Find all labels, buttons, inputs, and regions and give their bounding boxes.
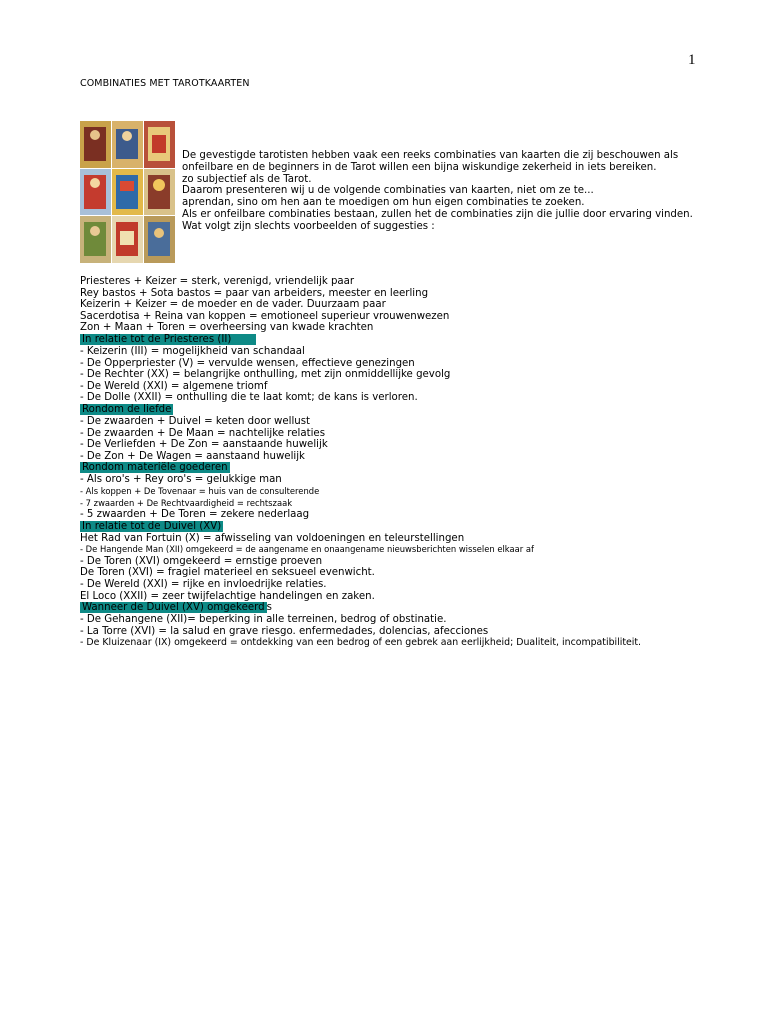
list-item: De Toren (XVI) = fragiel materieel en seksueel evenwicht. bbox=[80, 567, 375, 579]
heading-suffix: s bbox=[266, 602, 272, 614]
list-item: El Loco (XXII) = zeer twijfelachtige handelingen en zaken. bbox=[80, 590, 375, 602]
list-item: - Als oro's + Rey oro's = gelukkige man bbox=[80, 474, 282, 486]
section-heading-priesteres: In relatie tot de Priesteres (II) bbox=[80, 334, 256, 345]
list-item: - De Toren (XVI) omgekeerd = ernstige proeven bbox=[80, 555, 323, 567]
list-item: - De Gehangene (XII)= beperking in alle terreinen, bedrog of obstinatie. bbox=[80, 614, 447, 626]
list-item: - De Wereld (XXI) = rijke en invloedrijke relaties. bbox=[80, 579, 327, 591]
section-heading-omgekeerd: Wanneer de Duivel (XV) omgekeerd bbox=[82, 602, 265, 614]
document-title: COMBINATIES MET TAROTKAARTEN bbox=[80, 78, 250, 89]
list-item: - De Zon + De Wagen = aanstaand huwelijk bbox=[80, 450, 305, 462]
list-item: - De Kluizenaar (IX) omgekeerd = ontdekking van een bedrog of een gebrek aan eerlijkheid; Dualiteit, incompatibiliteit. bbox=[80, 637, 642, 649]
intro-line: Wat volgt zijn slechts voorbeelden of suggesties : bbox=[182, 220, 435, 232]
combinations-list bbox=[80, 276, 720, 649]
list-item-small: - Als koppen + De Tovenaar = huis van de consulterende bbox=[80, 485, 320, 496]
section-heading-materieel: Rondom materiële goederen bbox=[82, 462, 228, 474]
list-item: - De Rechter (XX) = belangrijke onthulling, met zijn onmiddellijke gevolg bbox=[80, 369, 451, 381]
section-heading-duivel: In relatie tot de Duivel (XV) bbox=[82, 520, 222, 532]
list-item: - De Verliefden + De Zon = aanstaande huwelijk bbox=[80, 439, 328, 451]
combination-line: Rey bastos + Sota bastos = paar van arbeiders, meester en leerling bbox=[80, 287, 429, 299]
intro-paragraph bbox=[182, 150, 742, 233]
list-item: - De Wereld (XXI) = algemene triomf bbox=[80, 380, 268, 392]
list-item: - De zwaarden + De Maan = nachtelijke relaties bbox=[80, 427, 325, 439]
list-item: - De Opperpriester (V) = vervulde wensen, effectieve genezingen bbox=[80, 357, 415, 369]
list-item-small: - De Hangende Man (XII) omgekeerd = de aangename en onaangename nieuwsberichten wisselen elkaar af bbox=[80, 544, 534, 555]
tarot-cards-image bbox=[80, 121, 175, 263]
combination-line: Keizerin + Keizer = de moeder en de vader. Duurzaam paar bbox=[80, 299, 386, 311]
list-item: - Keizerin (III) = mogelijkheid van schandaal bbox=[80, 345, 305, 357]
combination-line: Zon + Maan + Toren = overheersing van kwade krachten bbox=[80, 322, 374, 334]
list-item-small: - 7 zwaarden + De Rechtvaardigheid = rechtszaak bbox=[80, 497, 293, 508]
list-item: - La Torre (XVI) = la salud en grave riesgo. enfermedades, dolencias, afecciones bbox=[80, 625, 489, 637]
page-number: 1 bbox=[688, 52, 696, 68]
intro-line: onfeilbare en de beginners in de Tarot willen een bijna wiskundige zekerheid in iets bereiken. bbox=[182, 161, 657, 173]
list-item: - De zwaarden + Duivel = keten door wellust bbox=[80, 415, 311, 427]
combination-line: Sacerdotisa + Reina van koppen = emotioneel superieur vrouwenwezen bbox=[80, 310, 450, 322]
list-item: Het Rad van Fortuin (X) = afwisseling van voldoeningen en teleurstellingen bbox=[80, 532, 465, 544]
list-item: - 5 zwaarden + De Toren = zekere nederlaag bbox=[80, 509, 310, 521]
list-item: - De Dolle (XXII) = onthulling die te laat komt; de kans is verloren. bbox=[80, 392, 418, 404]
intro-line: Daarom presenteren wij u de volgende combinaties van kaarten, niet om ze te... bbox=[182, 185, 594, 197]
intro-line: aprendan, sino om hen aan te moedigen om hun eigen combinaties te zoeken. bbox=[182, 197, 585, 209]
intro-line: zo subjectief als de Tarot. bbox=[182, 173, 312, 185]
section-heading-liefde: Rondom de liefde bbox=[82, 403, 172, 415]
combination-line: Priesteres + Keizer = sterk, verenigd, vriendelijk paar bbox=[80, 276, 355, 287]
intro-line: Als er onfeilbare combinaties bestaan, zullen het de combinaties zijn die jullie door ervaring vinden. bbox=[182, 208, 693, 220]
intro-line: De gevestigde tarotisten hebben vaak een reeks combinaties van kaarten die zij beschouwen als bbox=[182, 150, 679, 161]
